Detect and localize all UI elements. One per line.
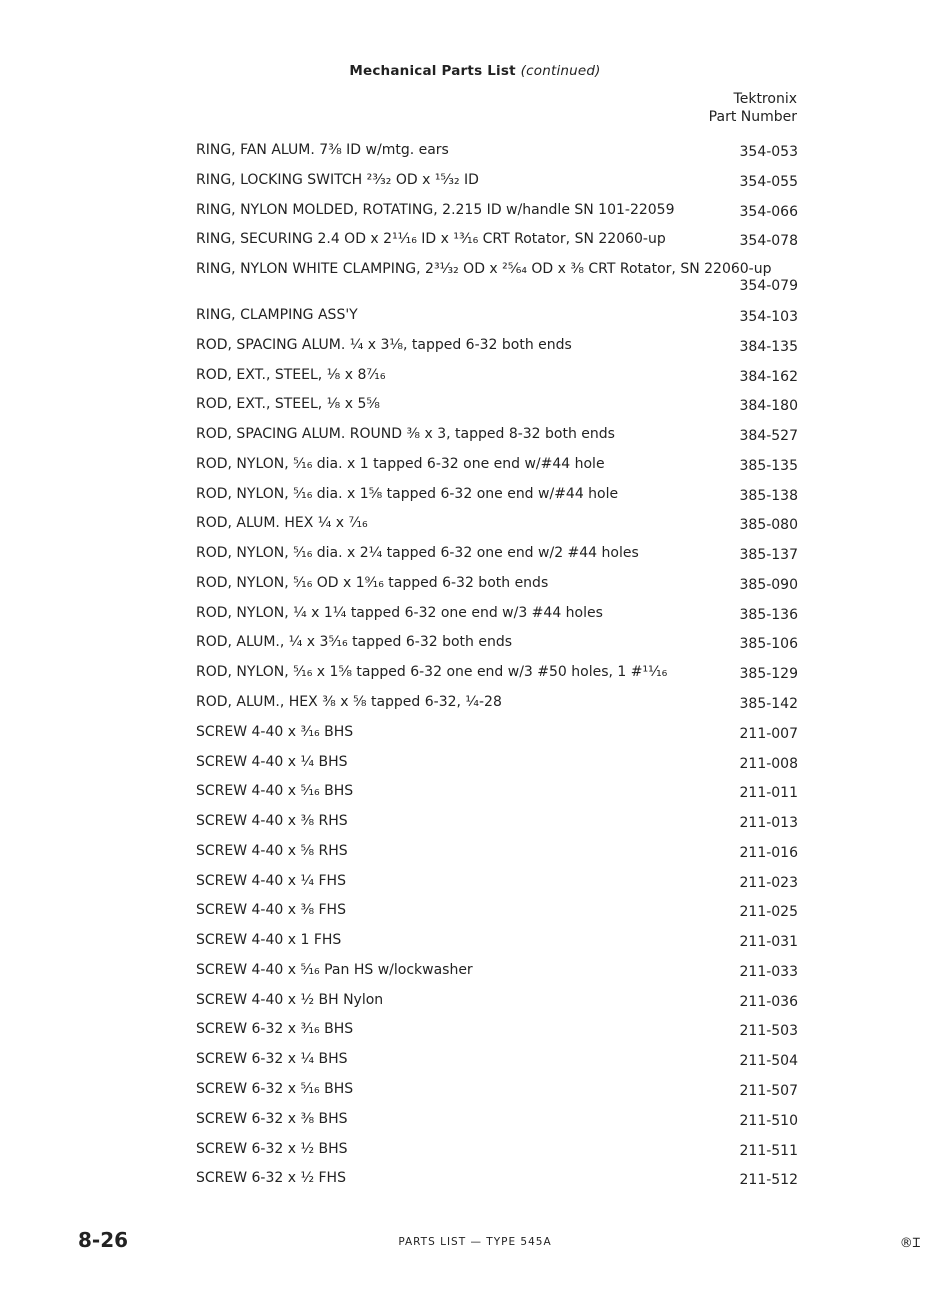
part-description: ROD, EXT., STEEL, ¹⁄₈ x 5⁵⁄₈ <box>196 396 380 413</box>
part-description: ROD, SPACING ALUM. ROUND ³⁄₈ x 3, tapped 8-32 both ends <box>196 426 615 443</box>
part-number: 384-180 <box>739 398 798 415</box>
part-description: ROD, NYLON, ⁵⁄₁₆ x 1⁵⁄₈ tapped 6-32 one end w/3 #50 holes, 1 #¹¹⁄₁₆ <box>196 664 668 681</box>
parts-list-row <box>196 898 798 928</box>
part-description: RING, SECURING 2.4 OD x 2¹¹⁄₁₆ ID x ¹³⁄₁₆ CRT Rotator, SN 22060-up <box>196 231 666 248</box>
parts-list-row <box>196 511 798 541</box>
part-description: SCREW 4-40 x ⁵⁄₁₆ Pan HS w/lockwasher <box>196 961 473 978</box>
parts-list-row <box>196 227 798 257</box>
parts-list-row <box>196 839 798 869</box>
part-number: 354-066 <box>739 203 798 220</box>
part-number: 211-016 <box>739 844 798 861</box>
part-number: 354-053 <box>739 144 798 160</box>
part-description: SCREW 6-32 x ¹⁄₄ BHS <box>196 1051 348 1068</box>
parts-list-row <box>196 138 798 168</box>
parts-list-row <box>196 1107 798 1137</box>
parts-list-row <box>196 303 798 333</box>
part-number: 211-031 <box>739 934 798 951</box>
parts-list-row <box>196 1077 798 1107</box>
part-description: SCREW 4-40 x ¹⁄₄ FHS <box>196 872 346 889</box>
part-description: SCREW 4-40 x ³⁄₈ FHS <box>196 902 346 919</box>
part-number: 385-142 <box>739 696 798 713</box>
parts-list-row <box>196 422 798 452</box>
page-title <box>0 63 950 79</box>
part-number: 385-129 <box>739 666 798 683</box>
parts-list-row <box>196 1166 798 1196</box>
page-number: 8-26 <box>78 1228 129 1252</box>
title-text: Mechanical Parts List <box>349 63 516 79</box>
part-description: SCREW 6-32 x ⁵⁄₁₆ BHS <box>196 1080 354 1097</box>
part-description: SCREW 4-40 x ³⁄₈ RHS <box>196 813 348 830</box>
parts-list <box>196 138 798 1196</box>
part-number: 211-008 <box>739 755 798 772</box>
parts-list-row <box>196 988 798 1018</box>
part-number: 211-023 <box>739 874 798 891</box>
part-description: SCREW 4-40 x ¹⁄₄ BHS <box>196 753 348 770</box>
parts-list-row <box>196 541 798 571</box>
part-number-column-header <box>709 90 797 126</box>
column-header-line1: Tektronix <box>733 91 797 107</box>
part-description: SCREW 6-32 x ³⁄₈ BHS <box>196 1110 348 1127</box>
footer-title: PARTS LIST — TYPE 545A <box>398 1236 552 1248</box>
part-number: 385-137 <box>739 547 798 564</box>
part-description: ROD, ALUM. HEX ¹⁄₄ x ⁷⁄₁₆ <box>196 515 368 532</box>
part-description: ROD, NYLON, ⁵⁄₁₆ OD x 1⁹⁄₁₆ tapped 6-32 both ends <box>196 574 549 591</box>
column-header-line2: Part Number <box>708 109 797 125</box>
part-number: 384-162 <box>739 368 798 385</box>
part-description: SCREW 6-32 x ¹⁄₂ BHS <box>196 1140 348 1157</box>
parts-list-row <box>196 601 798 631</box>
parts-list-row <box>196 333 798 363</box>
parts-list-row <box>196 809 798 839</box>
part-number: 384-135 <box>739 338 798 355</box>
part-number: 211-011 <box>739 785 798 802</box>
part-number: 211-504 <box>739 1053 798 1070</box>
parts-list-row <box>196 750 798 780</box>
part-number: 385-138 <box>739 487 798 504</box>
part-description: ROD, SPACING ALUM. ¹⁄₄ x 3¹⁄₈, tapped 6-32 both ends <box>196 336 572 353</box>
part-description: ROD, NYLON, ⁵⁄₁₆ dia. x 1⁵⁄₈ tapped 6-32 one end w/#44 hole <box>196 485 619 502</box>
part-description: ROD, ALUM., ¹⁄₄ x 3⁵⁄₁₆ tapped 6-32 both ends <box>196 634 513 651</box>
parts-list-row <box>196 392 798 422</box>
parts-list-row <box>196 452 798 482</box>
part-description: RING, NYLON WHITE CLAMPING, 2³¹⁄₃₂ OD x ²⁵⁄₆₄ OD x ³⁄₈ CRT Rotator, SN 22060-up <box>196 261 772 278</box>
part-description: RING, NYLON MOLDED, ROTATING, 2.215 ID w/handle SN 101-22059 <box>196 201 675 218</box>
part-number: 211-511 <box>739 1142 798 1159</box>
parts-list-row <box>196 660 798 690</box>
parts-list-row <box>196 720 798 750</box>
part-number: 211-512 <box>739 1172 798 1189</box>
part-number: 354-078 <box>739 233 798 250</box>
parts-list-row <box>196 779 798 809</box>
part-number: 385-135 <box>739 457 798 474</box>
part-number: 211-510 <box>739 1112 798 1129</box>
part-description: SCREW 4-40 x ³⁄₁₆ BHS <box>196 723 354 740</box>
part-number: 384-527 <box>739 428 798 445</box>
part-description: SCREW 6-32 x ³⁄₁₆ BHS <box>196 1021 354 1038</box>
part-number: 385-080 <box>739 517 798 534</box>
parts-list-row <box>196 1137 798 1167</box>
part-number: 354-055 <box>739 173 798 190</box>
part-number: 354-103 <box>739 309 798 326</box>
parts-list-row <box>196 1047 798 1077</box>
part-description: SCREW 4-40 x ⁵⁄₁₆ BHS <box>196 783 354 800</box>
part-description: ROD, EXT., STEEL, ¹⁄₈ x 8⁷⁄₁₆ <box>196 366 386 383</box>
publisher-mark: ®Ɪ <box>899 1236 920 1251</box>
part-description: SCREW 6-32 x ¹⁄₂ FHS <box>196 1170 346 1187</box>
parts-list-row <box>196 571 798 601</box>
part-description: RING, CLAMPING ASS'Y <box>196 307 358 324</box>
part-number: 354-079 <box>739 278 798 295</box>
parts-list-row <box>196 690 798 720</box>
title-note: (continued) <box>520 63 601 79</box>
part-description: RING, FAN ALUM. 7³⁄₈ ID w/mtg. ears <box>196 142 449 158</box>
parts-list-row <box>196 1017 798 1047</box>
part-number: 385-090 <box>739 576 798 593</box>
part-number: 385-136 <box>739 606 798 623</box>
part-description: SCREW 4-40 x ¹⁄₂ BH Nylon <box>196 991 384 1008</box>
part-number: 211-507 <box>739 1082 798 1099</box>
part-number: 211-013 <box>739 815 798 832</box>
part-number: 211-036 <box>739 993 798 1010</box>
parts-list-row <box>196 869 798 899</box>
parts-list-row <box>196 958 798 988</box>
part-description: ROD, NYLON, ⁵⁄₁₆ dia. x 1 tapped 6-32 one end w/#44 hole <box>196 455 605 472</box>
part-number: 385-106 <box>739 636 798 653</box>
parts-list-row <box>196 482 798 512</box>
part-description: RING, LOCKING SWITCH ²³⁄₃₂ OD x ¹⁵⁄₃₂ ID <box>196 171 479 188</box>
parts-list-row <box>196 928 798 958</box>
part-description: ROD, NYLON, ⁵⁄₁₆ dia. x 2¹⁄₄ tapped 6-32 one end w/2 #44 holes <box>196 545 639 562</box>
part-number: 211-007 <box>739 725 798 742</box>
part-number: 211-033 <box>739 963 798 980</box>
part-description: ROD, ALUM., HEX ³⁄₈ x ⁵⁄₈ tapped 6-32, ¹⁄₄-28 <box>196 694 502 711</box>
part-description: ROD, NYLON, ¹⁄₄ x 1¹⁄₄ tapped 6-32 one end w/3 #44 holes <box>196 604 603 621</box>
part-number: 211-503 <box>739 1023 798 1040</box>
parts-list-row <box>196 257 798 303</box>
parts-list-row <box>196 198 798 228</box>
part-description: SCREW 4-40 x ⁵⁄₈ RHS <box>196 842 348 859</box>
part-description: SCREW 4-40 x 1 FHS <box>196 932 342 949</box>
parts-list-row <box>196 363 798 393</box>
parts-list-row <box>196 630 798 660</box>
parts-list-row <box>196 168 798 198</box>
part-number: 211-025 <box>739 904 798 921</box>
